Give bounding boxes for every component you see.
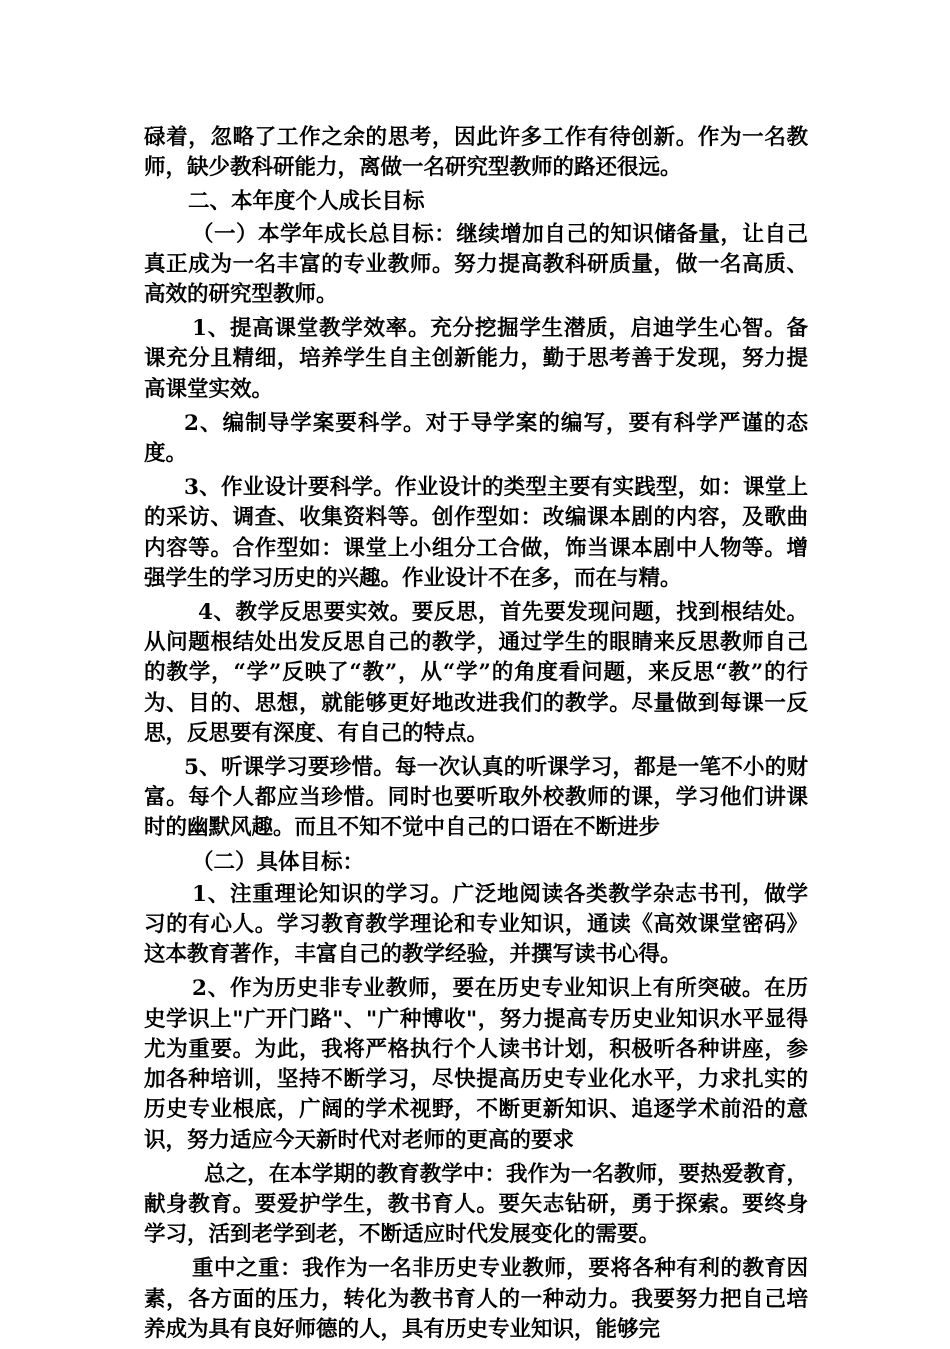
paragraph-overall-goal: （一）本学年成长总目标：继续增加自己的知识储备量，让自己真正成为一名丰富的专业教师。努力提高教科研质量，做一名高质、高效的研究型教师。 — [144, 221, 808, 308]
paragraph-continuation: 碌着，忽略了工作之余的思考，因此许多工作有待创新。作为一名教师，缺少教科研能力，离做一名研究型教师的路还很远。 — [144, 125, 808, 181]
paragraph-goal-5: 5、听课学习要珍惜。每一次认真的听课学习，都是一笔不小的财富。每个人都应当珍惜。同时也要听取外校教师的课，学习他们讲课时的幽默风趣。而且不知不觉中自己的口语在不断进步 — [144, 755, 808, 841]
document-body — [144, 123, 808, 1349]
paragraph-goal-3: 3、作业设计要科学。作业设计的类型主要有实践型，如：课堂上的采访、调查、收集资料等。创作型如：改编课本剧的内容，及歌曲内容等。合作型如：课堂上小组分工合做，饰当课本剧中人物等。增强学生的学习历史的兴趣。作业设计不在多，而在与精。 — [144, 475, 808, 591]
paragraph-specific-2: 2、作为历史非专业教师，要在历史专业知识上有所突破。在历史学识上"广开门路"、"广种博收"，努力提高专历史业知识水平显得尤为重要。为此，我将严格执行个人读书计划，积极听各种讲座，参加各种培训，坚持不断学习，尽快提高历史专业化水平，力求扎实的历史专业根底，广阔的学术视野，不断更新知识、追逐学术前沿的意识，努力适应今天新时代对老师的更高的要求 — [144, 976, 808, 1153]
paragraph-priority: 重中之重：我作为一名非历史专业教师，要将各种有利的教育因素，各方面的压力，转化为教书育人的一种动力。我要努力把自己培养成为具有良好师德的人，具有历史专业知识，能够完 — [144, 1256, 808, 1342]
paragraph-goal-1: 1、提高课堂教学效率。充分挖掘学生潜质，启迪学生心智。备课充分且精细，培养学生自主创新能力，勤于思考善于发现，努力提高课堂实效。 — [144, 316, 808, 402]
paragraph-specific-1: 1、注重理论知识的学习。广泛地阅读各类教学杂志书刊，做学习的有心人。学习教育教学理论和专业知识，通读《高效课堂密码》这本教育著作，丰富自己的教学经验，并撰写读书心得。 — [144, 881, 808, 968]
paragraph-goal-4: 4、教学反思要实效。要反思，首先要发现问题，找到根结处。从问题根结处出发反思自己的教学，通过学生的眼睛来反思教师自己的教学，“学”反映了“教”，从“学”的角度看问题，来反思“教”的行为、目的、思想，就能够更好地改进我们的教学。尽量做到每课一反思，反思要有深度、有自己的特点。 — [144, 600, 808, 746]
paragraph-summary: 总之，在本学期的教育教学中：我作为一名教师，要热爱教育，献身教育。要爱护学生，教书育人。要矢志钻研，勇于探索。要终身学习，活到老学到老，不断适应时代发展变化的需要。 — [144, 1161, 808, 1248]
paragraph-goal-2: 2、编制导学案要科学。对于导学案的编写，要有科学严谨的态度。 — [144, 410, 808, 467]
section-heading: 二、本年度个人成长目标 — [188, 189, 425, 215]
subsection-heading: （二）具体目标： — [192, 849, 365, 875]
